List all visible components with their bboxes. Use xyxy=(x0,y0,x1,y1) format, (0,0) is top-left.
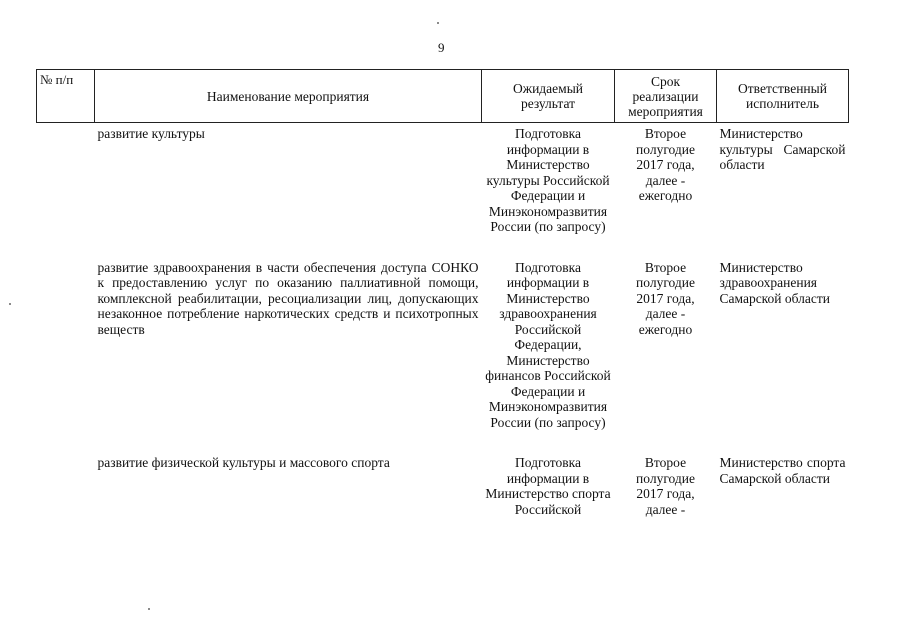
scan-speck xyxy=(437,22,439,24)
table-header-row xyxy=(37,70,849,123)
row-term: Второе полугодие 2017 года, далее - ежегодно xyxy=(636,126,695,203)
header-result: Ожидаемый результат xyxy=(482,70,615,123)
row-num xyxy=(37,455,95,542)
row-event-name: развитие здравоохранения в части обеспечения доступа СОНКО к предоставлению услуг по оказанию паллиативной помощи, комплексной реабилитации, ресоциализации лиц, допускающих незаконное потребление наркотических средств и психотропных веществ xyxy=(97,259,479,337)
row-term: Второе полугодие 2017 года, далее - ежегодно xyxy=(636,259,695,337)
row-term: Второе полугодие 2017 года, далее - xyxy=(636,455,695,517)
scan-speck xyxy=(148,608,150,610)
table-row xyxy=(37,123,849,260)
table-row xyxy=(37,260,849,456)
row-responsible: Министерство здравоохранения Самарской области xyxy=(719,259,831,306)
row-num xyxy=(37,123,95,260)
row-event-name: развитие физической культуры и массового спорта xyxy=(97,455,390,470)
events-table xyxy=(36,69,849,542)
header-term: Срок реализации мероприятия xyxy=(615,70,717,123)
row-expected-result: Подготовка информации в Министерство здравоохранения Российской Федерации, Министерство финансов Российской Федерации и Минэкономразвития России (по запросу) xyxy=(485,259,611,430)
header-responsible: Ответственный исполнитель xyxy=(717,70,849,123)
scan-speck xyxy=(9,303,11,305)
row-expected-result: Подготовка информации в Министерство культуры Российской Федерации и Минэкономразвития России (по запросу) xyxy=(486,126,610,234)
row-num xyxy=(37,260,95,456)
row-expected-result: Подготовка информации в Министерство спорта Российской xyxy=(485,455,611,517)
header-name: Наименование мероприятия xyxy=(95,70,482,123)
table-row xyxy=(37,455,849,542)
page-number: 9 xyxy=(438,40,445,55)
header-num: № п/п xyxy=(37,70,95,123)
row-responsible: Министерство культуры Самарской области xyxy=(719,126,846,172)
row-event-name: развитие культуры xyxy=(97,126,205,141)
row-responsible: Министерство спорта Самарской области xyxy=(719,455,846,486)
